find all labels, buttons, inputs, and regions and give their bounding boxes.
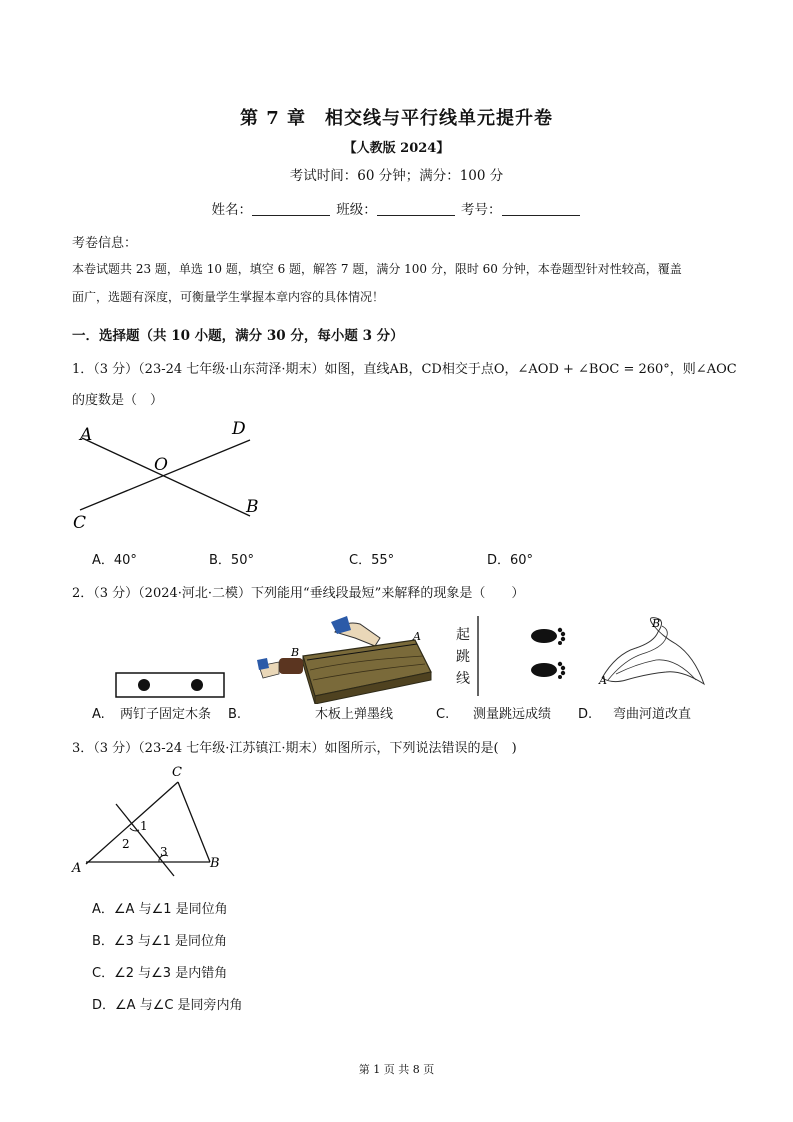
- name-blank[interactable]: [252, 201, 330, 216]
- q1-option-c[interactable]: C．55°: [349, 553, 395, 568]
- q2-figure-b: [255, 612, 435, 704]
- info-line-2: 面广，选题有深度，可衡量学生掌握本章内容的具体情况！: [72, 290, 385, 304]
- id-label: 考号：: [461, 202, 502, 218]
- q2-option-a[interactable]: A.: [92, 707, 105, 722]
- q1-option-a[interactable]: A．40°: [92, 553, 137, 568]
- label-a: A: [72, 861, 82, 876]
- student-fields: [0, 198, 793, 218]
- q2-caption-d: 弯曲河道改直: [613, 707, 692, 722]
- page-footer: 第 1 页 共 8 页: [358, 1063, 435, 1076]
- label-o: O: [154, 455, 168, 475]
- line-cd: [80, 440, 250, 510]
- section-heading: 一．选择题（共 10 小题，满分 30 分，每小题 3 分）: [72, 328, 404, 344]
- ink-box: [279, 658, 303, 674]
- name-label: 姓名：: [211, 202, 252, 218]
- q2-option-d[interactable]: D.: [578, 707, 593, 722]
- footprint-icon: [531, 628, 565, 679]
- q3-figure: [70, 766, 230, 878]
- sleeve-left: [257, 658, 269, 670]
- class-label: 班级：: [336, 202, 377, 218]
- q2-figure-a: [112, 670, 228, 700]
- q3-option-b[interactable]: B．∠3 与∠1 是同位角: [92, 934, 228, 949]
- q2-option-b[interactable]: B.: [228, 707, 242, 722]
- label-3: 3: [160, 845, 168, 859]
- q2-caption-c: 测量跳远成绩: [473, 707, 552, 722]
- label-b-wood: B: [291, 646, 300, 659]
- nail-1: [138, 679, 150, 691]
- jump-line-label: 起跳线: [456, 627, 470, 687]
- label-b: B: [210, 856, 220, 871]
- angle-arc-1: [130, 828, 139, 831]
- q1-option-d[interactable]: D．60°: [487, 553, 534, 568]
- label-a-river: A: [599, 674, 607, 687]
- exam-info: 考试时间：60 分钟；满分：100 分: [289, 168, 504, 184]
- label-c: C: [172, 766, 182, 780]
- q3-text: 3．（3 分）（23-24 七年级·江苏镇江·期末）如图所示，下列说法错误的是( ): [72, 741, 517, 756]
- label-2: 2: [122, 837, 130, 851]
- q1-figure: [70, 418, 270, 533]
- info-line-1: 本卷试题共 23 题，单选 10 题，填空 6 题，解答 7 题，满分 100 分，限时 60 分钟，本卷题型针对性较高，覆盖: [72, 262, 682, 276]
- label-a-wood: A: [413, 630, 421, 643]
- label-c: C: [73, 513, 87, 533]
- q3-option-a[interactable]: A．∠A 与∠1 是同位角: [92, 902, 228, 917]
- q2-option-c[interactable]: C.: [436, 707, 450, 722]
- id-blank[interactable]: [502, 201, 580, 216]
- label-1: 1: [140, 819, 148, 833]
- q3-option-d[interactable]: D．∠A 与∠C 是同旁内角: [92, 998, 243, 1013]
- q1-text: 1．（3 分）（23-24 七年级·山东菏泽·期末）如图，直线AB，CD相交于点O，∠AOD + ∠BOC = 260°，则∠AOC: [72, 362, 737, 377]
- q1-text-2: 的度数是（ ）: [72, 393, 164, 408]
- q3-option-c[interactable]: C．∠2 与∠3 是内错角: [92, 966, 228, 981]
- wood-strip: [116, 673, 224, 697]
- q2-figure-d: [596, 614, 716, 700]
- q1-option-b[interactable]: B．50°: [209, 553, 254, 568]
- q2-figure-c: [474, 614, 574, 700]
- nail-2: [191, 679, 203, 691]
- q2-text: 2．（3 分）（2024·河北·二模）下列能用“垂线段最短”来解释的现象是（ ）: [72, 586, 525, 601]
- info-heading: 考卷信息：: [72, 236, 138, 251]
- page-title: 第 7 章 相交线与平行线单元提升卷: [239, 108, 554, 129]
- q2-caption-a: 两钉子固定木条: [120, 707, 212, 722]
- edition-label: 【人教版 2024】: [343, 141, 450, 156]
- label-d: D: [232, 419, 246, 439]
- class-blank[interactable]: [377, 201, 455, 216]
- side-cb: [178, 782, 210, 862]
- q2-caption-b: 木板上弹墨线: [315, 707, 394, 722]
- label-a: A: [80, 425, 93, 445]
- label-b-river: B: [652, 617, 661, 630]
- label-b: B: [246, 497, 259, 517]
